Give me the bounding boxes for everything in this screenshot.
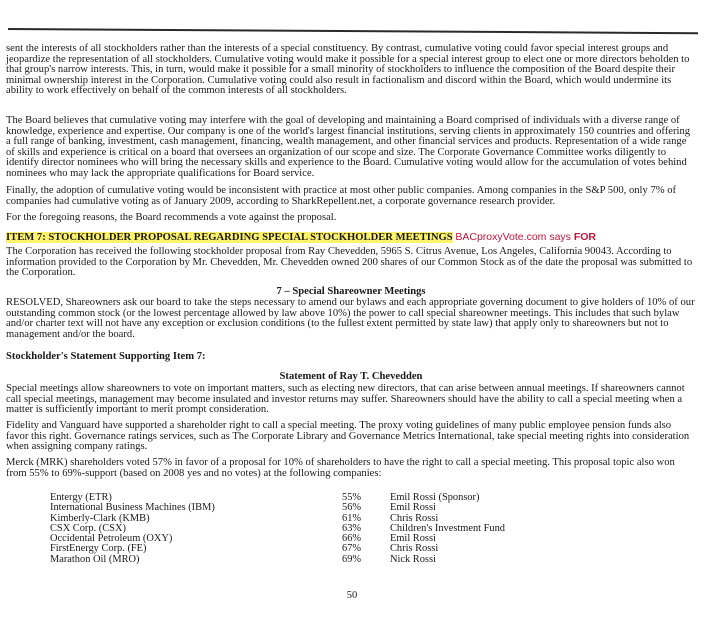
company-name: CSX Corp. (CSX) (50, 522, 126, 534)
annotation-says: says (549, 231, 571, 243)
paragraph-proposal-received: The Corporation has received the following stockholder proposal from Ray Chevedden, 5965 S. Citrus Avenue, Los Angeles, California 90043. According to information provided to the Corporation by Mr. Chevedden, Mr. Chevedden owned 200 shares of our Common Stock as of the date the proposal was submitted to the Corporation. (6, 246, 693, 278)
proponent-name: Children's Investment Fund (390, 522, 506, 534)
company-name: Marathon Oil (MRO) (50, 553, 140, 565)
statement-author-heading: Statement of Ray T. Chevedden (279, 371, 423, 382)
proponent-name: Emil Rossi (Sponsor) (390, 492, 480, 503)
company-name: Entergy (ETR) (50, 492, 112, 503)
header-rule (8, 28, 698, 34)
item7-heading-line (6, 232, 696, 244)
proponent-name: Emil Rossi (390, 502, 436, 514)
proponent-name: Chris Rossi (390, 543, 439, 555)
proxy-vote-annotation (455, 231, 596, 243)
proponent-name: Chris Rossi (390, 512, 439, 524)
company-row (50, 555, 505, 565)
paragraph-cumulative-voting-3: Finally, the adoption of cumulative voting would be inconsistent with practice at most other public companies. Among companies in the S&P 500, only 7% of companies had cumulative voting as of January 2009, according to SharkRepellent.net, a corporate governance research provider. (6, 185, 677, 207)
support-percent: 55% (342, 492, 362, 503)
company-vote-table (50, 493, 505, 565)
supporting-statement-heading: Stockholder's Statement Supporting Item 7: (6, 351, 206, 362)
support-percent: 56% (342, 502, 362, 514)
paragraph-merck-vote: Merck (MRK) shareholders voted 57% in favor of a proposal for 10% of shareholders to have the right to call a special meeting. This proposal topic also won from 55% to 69%-support (based on 2008 yes and no votes) at the following companies: (6, 457, 675, 479)
annotation-vote: FOR (573, 231, 597, 243)
paragraph-cumulative-voting-2: The Board believes that cumulative voting may interfere with the goal of developing and maintaining a Board comprised of individuals with a diverse range of knowledge, experience and expertise. Our company is one of the world's largest financial institutions, serving clients in approximately 150 countries and offering a full range of banking, investment, cash management, financing, wealth management, and other financial services and products. Representation of a wide range of skills and experience is critical on a board that oversees an organization of our scope and size. The Corporate Governance Committee works diligently to identify director nominees who will bring the necessary skills and experience to the Board. Cumulative voting would allow for the accumulation of votes behind nominees who may lack the appropriate qualifications for Board service. (6, 115, 691, 179)
support-percent: 66% (342, 533, 362, 545)
item7-heading: ITEM 7: STOCKHOLDER PROPOSAL REGARDING SPECIAL STOCKHOLDER MEETINGS (6, 232, 453, 243)
company-name: Occidental Petroleum (OXY) (50, 533, 173, 545)
company-name: FirstEnergy Corp. (FE) (50, 543, 147, 555)
proposal-subheading: 7 – Special Shareowner Meetings (276, 286, 426, 297)
annotation-site: BACproxyVote.com (455, 231, 547, 243)
support-percent: 63% (342, 522, 362, 534)
company-name: Kimberly-Clark (KMB) (50, 512, 150, 524)
paragraph-resolved: RESOLVED, Shareowners ask our board to take the steps necessary to amend our bylaws and each appropriate governing document to give holders of 10% of our outstanding common stock (or the lowest percentage allowed by law above 10%) the power to call special shareowner meetings. This includes that such bylaw and/or charter text will not have any exception or exclusion conditions (to the fullest extent permitted by state law) that apply only to shareowners but not to management and/or the board. (6, 297, 695, 340)
support-percent: 69% (342, 553, 362, 565)
proponent-name: Nick Rossi (390, 553, 436, 565)
paragraph-special-meetings: Special meetings allow shareowners to vote on important matters, such as electing new directors, that can arise between annual meetings. If shareowners cannot call special meetings, management may become insulated and investor returns may suffer. Shareowners should have the ability to call a special meeting when a matter is sufficiently important to merit prompt consideration. (6, 383, 685, 415)
company-name: International Business Machines (IBM) (50, 502, 215, 514)
support-percent: 61% (342, 512, 362, 524)
paragraph-fidelity-vanguard: Fidelity and Vanguard have supported a shareholder right to call a special meeting. The proxy voting guidelines of many public employee pension funds also favor this right. Governance ratings services, such as The Corporate Library and Governance Metrics International, take special meeting rights into consideration when assigning company ratings. (6, 420, 690, 452)
support-percent: 67% (342, 543, 362, 555)
paragraph-board-recommendation: For the foregoing reasons, the Board recommends a vote against the proposal. (6, 212, 337, 223)
paragraph-cumulative-voting-1: sent the interests of all stockholders rather than the interests of a special constituency. By contrast, cumulative voting could favor special interest groups and jeopardize the representation of all stockholders. Cumulative voting would make it possible for a special interest group to elect one or more directors beholden to that group's narrow interests. This, in turn, would make it possible for a small minority of stockholders to influence the composition of the Board despite their minimal ownership interest in the Corporation. Cumulative voting could also result in factionalism and discord within the Board, which would undermine its ability to work effectively on behalf of the common interests of all stockholders. (6, 43, 690, 96)
page-number: 50 (346, 590, 358, 601)
proponent-name: Emil Rossi (390, 533, 436, 545)
